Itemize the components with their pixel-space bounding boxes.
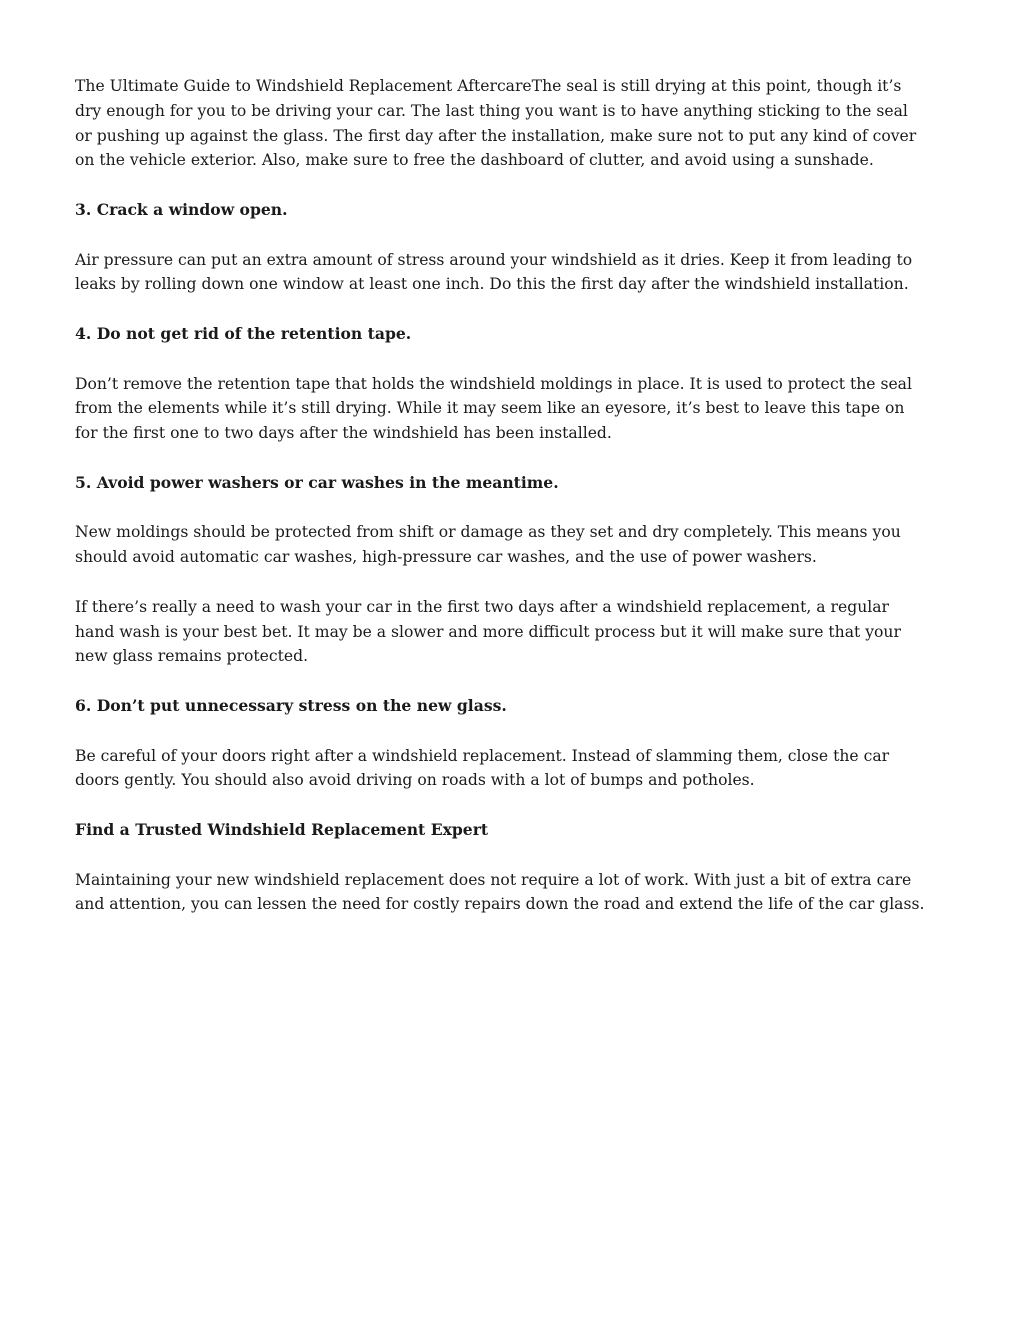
closing-heading: Find a Trusted Windshield Replacement Expert [75, 819, 489, 839]
section-6-heading: 6. Don’t put unnecessary stress on the new glass. [75, 695, 507, 715]
section-4-paragraph: Don’t remove the retention tape that holds the windshield moldings in place. It is used to protect the seal from the elements while it’s still drying. While it may seem like an eyesore, it’s best to leave this tape on for the first one to two days after the windshield has been installed. [75, 374, 912, 443]
closing-paragraph: Maintaining your new windshield replacement does not require a lot of work. With just a bit of extra care and attention, you can lessen the need for costly repairs down the road and extend the life of the car glass. [75, 870, 925, 914]
section-3-paragraph: Air pressure can put an extra amount of stress around your windshield as it dries. Keep it from leading to leaks by rolling down one window at least one inch. Do this the first day after the windshield installation. [75, 250, 913, 294]
section-4-heading: 4. Do not get rid of the retention tape. [75, 323, 412, 343]
document-body [75, 74, 935, 942]
section-5-heading: 5. Avoid power washers or car washes in the meantime. [75, 472, 559, 492]
section-5-paragraph-2: If there’s really a need to wash your car in the first two days after a windshield replacement, a regular hand wash is your best bet. It may be a slower and more difficult process but it will make sure that your new glass remains protected. [75, 597, 901, 666]
section-3-heading: 3. Crack a window open. [75, 199, 288, 219]
intro-paragraph: The Ultimate Guide to Windshield Replacement AftercareThe seal is still drying at this point, though it’s dry enough for you to be driving your car. The last thing you want is to have anything sticking to the seal or pushing up against the glass. The first day after the installation, make sure not to put any kind of cover on the vehicle exterior. Also, make sure to free the dashboard of clutter, and avoid using a sunshade. [75, 77, 917, 170]
section-5-paragraph-1: New moldings should be protected from shift or damage as they set and dry completely. This means you should avoid automatic car washes, high-pressure car washes, and the use of power washers. [75, 523, 901, 567]
section-6-paragraph: Be careful of your doors right after a windshield replacement. Instead of slamming them, close the car doors gently. You should also avoid driving on roads with a lot of bumps and potholes. [75, 746, 890, 790]
